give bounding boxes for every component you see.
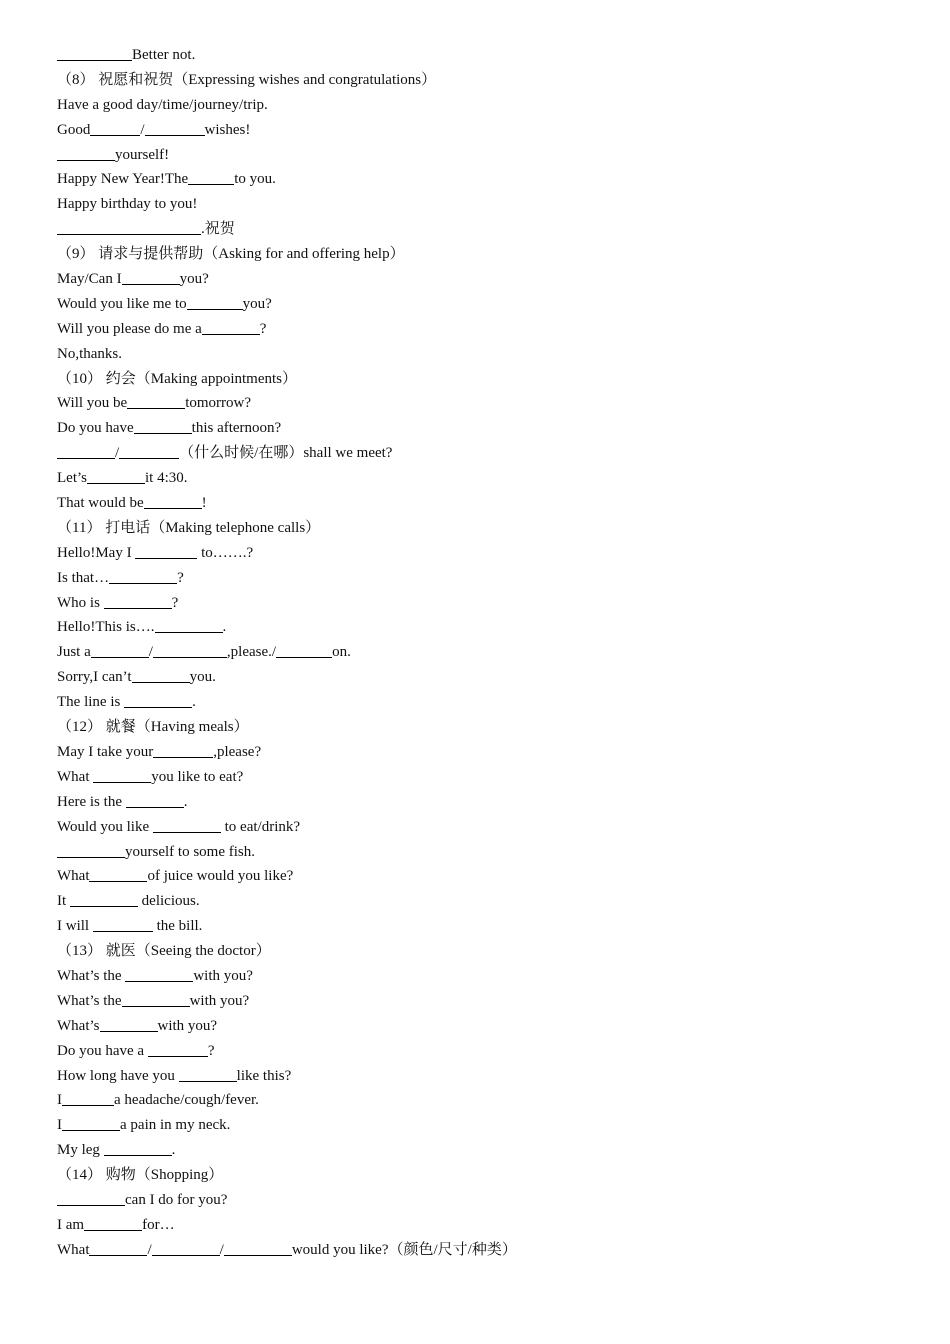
worksheet-line	[57, 541, 930, 566]
line-text: May/Can I	[57, 271, 122, 288]
worksheet-line	[57, 1238, 930, 1263]
worksheet-line	[57, 615, 930, 640]
worksheet-line	[57, 267, 930, 292]
worksheet-line	[57, 292, 930, 317]
line-text: Is that…	[57, 569, 110, 586]
line-text: Just a	[57, 644, 91, 661]
fill-in-blank	[91, 641, 149, 658]
line-text: May I take your	[57, 743, 154, 760]
line-text: !	[201, 495, 207, 512]
line-text: （11） 打电话（Making telephone calls）	[57, 519, 321, 536]
line-text: the bill.	[152, 918, 203, 935]
worksheet-line	[57, 640, 930, 665]
fill-in-blank	[100, 1015, 158, 1032]
line-text: Hello!May I	[57, 544, 136, 561]
fill-in-blank	[122, 268, 180, 285]
line-text: ?	[171, 594, 179, 611]
fill-in-blank	[148, 1040, 208, 1057]
line-text: How long have you	[57, 1067, 179, 1084]
line-text: What’s the	[57, 967, 126, 984]
line-text: yourself!	[115, 146, 170, 163]
worksheet-line	[57, 790, 930, 815]
line-text: you?	[242, 295, 272, 312]
fill-in-blank	[62, 1114, 120, 1131]
worksheet-line	[57, 167, 930, 192]
fill-in-blank	[84, 1214, 142, 1231]
line-text: to you.	[234, 171, 276, 188]
line-text: Happy New Year!The	[57, 171, 189, 188]
worksheet-line	[57, 889, 930, 914]
worksheet-line	[57, 765, 930, 790]
fill-in-blank	[89, 1239, 147, 1256]
line-text: it 4:30.	[145, 470, 188, 487]
line-text: （12） 就餐（Having meals）	[57, 719, 249, 736]
line-text: you like to eat?	[151, 768, 244, 785]
line-text: Will you please do me a	[57, 320, 202, 337]
line-text: ?	[207, 1042, 215, 1059]
line-text: /	[115, 445, 120, 462]
fill-in-blank	[62, 1089, 114, 1106]
line-text: Hello!This is….	[57, 619, 155, 636]
line-text: ?	[259, 320, 267, 337]
worksheet-line	[57, 491, 930, 516]
worksheet-line	[57, 118, 930, 143]
worksheet-line	[57, 342, 930, 367]
worksheet-line	[57, 441, 930, 466]
fill-in-blank	[135, 542, 197, 559]
line-text: to eat/drink?	[220, 818, 301, 835]
line-text: Have a good day/time/journey/trip.	[57, 96, 268, 113]
line-text: Will you be	[57, 395, 128, 412]
worksheet-line	[57, 1014, 930, 1039]
fill-in-blank	[93, 915, 153, 932]
line-text: with you?	[193, 967, 253, 984]
line-text: .	[171, 1142, 176, 1159]
line-text: .	[183, 793, 188, 810]
fill-in-blank	[57, 44, 132, 61]
fill-in-blank	[145, 119, 205, 136]
fill-in-blank	[134, 417, 192, 434]
line-text: Sorry,I can’t	[57, 669, 132, 686]
line-text: can I do for you?	[125, 1191, 228, 1208]
line-text: Here is the	[57, 793, 126, 810]
fill-in-blank	[57, 841, 125, 858]
line-text: ?	[177, 569, 184, 586]
line-text: I	[57, 1117, 62, 1134]
line-text: What’s	[57, 1017, 100, 1034]
line-text: wishes!	[204, 121, 251, 138]
fill-in-blank	[179, 1065, 237, 1082]
fill-in-blank	[202, 318, 260, 335]
fill-in-blank	[124, 691, 192, 708]
line-text: The line is	[57, 694, 125, 711]
worksheet-line	[57, 143, 930, 168]
fill-in-blank	[127, 392, 185, 409]
line-text: this afternoon?	[191, 420, 282, 437]
worksheet-line	[57, 715, 930, 740]
line-text: tomorrow?	[185, 395, 252, 412]
line-text: /	[140, 121, 145, 138]
worksheet-line	[57, 68, 930, 93]
fill-in-blank	[57, 442, 115, 459]
line-text: What’s the	[57, 992, 122, 1009]
fill-in-blank	[70, 890, 138, 907]
fill-in-blank	[152, 1239, 220, 1256]
line-text: Good	[57, 121, 91, 138]
fill-in-blank	[104, 592, 172, 609]
worksheet-line	[57, 591, 930, 616]
line-text: （13） 就医（Seeing the doctor）	[57, 943, 271, 960]
worksheet-line	[57, 217, 930, 242]
line-text: That would be	[57, 495, 144, 512]
line-text: a pain in my neck.	[120, 1117, 231, 1134]
line-text: like this?	[236, 1067, 292, 1084]
worksheet-line	[57, 1188, 930, 1213]
line-text: Do you have a	[57, 1042, 148, 1059]
fill-in-blank	[153, 641, 227, 658]
line-text: .祝贺	[201, 221, 235, 238]
fill-in-blank	[57, 144, 115, 161]
fill-in-blank	[153, 816, 221, 833]
line-text: My leg	[57, 1142, 104, 1159]
worksheet-line	[57, 989, 930, 1014]
fill-in-blank	[188, 168, 234, 185]
fill-in-blank	[93, 766, 151, 783]
fill-in-blank	[276, 641, 332, 658]
worksheet-line	[57, 192, 930, 217]
line-text: you.	[189, 669, 216, 686]
line-text: What	[57, 1241, 90, 1258]
worksheet-line	[57, 43, 930, 68]
worksheet-line	[57, 416, 930, 441]
fill-in-blank	[109, 567, 177, 584]
line-text: I will	[57, 918, 93, 935]
worksheet-line	[57, 840, 930, 865]
line-text: ,please?	[213, 743, 262, 760]
line-text: Do you have	[57, 420, 134, 437]
worksheet-line	[57, 242, 930, 267]
fill-in-blank	[187, 293, 243, 310]
line-text: on.	[332, 644, 351, 661]
line-text: ,please./	[226, 644, 277, 661]
fill-in-blank	[89, 865, 147, 882]
worksheet-line	[57, 466, 930, 491]
line-text: （8） 祝愿和祝贺（Expressing wishes and congratulations）	[57, 71, 437, 88]
fill-in-blank	[122, 990, 190, 1007]
fill-in-blank	[57, 218, 201, 235]
worksheet-line	[57, 1088, 930, 1113]
fill-in-blank	[87, 467, 145, 484]
line-text: with you?	[189, 992, 250, 1009]
line-text: of juice would you like?	[147, 868, 294, 885]
fill-in-blank	[90, 119, 140, 136]
worksheet-line	[57, 1163, 930, 1188]
line-text: Better not.	[132, 47, 196, 63]
line-text: （14） 购物（Shopping）	[57, 1167, 224, 1184]
fill-in-blank	[57, 1189, 125, 1206]
fill-in-blank	[224, 1239, 292, 1256]
worksheet-line	[57, 391, 930, 416]
line-text: It	[57, 893, 70, 910]
worksheet-line	[57, 1039, 930, 1064]
fill-in-blank	[155, 616, 223, 633]
line-text: with you?	[157, 1017, 218, 1034]
fill-in-blank	[125, 965, 193, 982]
worksheet-line	[57, 1213, 930, 1238]
worksheet-line	[57, 516, 930, 541]
worksheet-line	[57, 1138, 930, 1163]
line-text: /	[147, 1241, 152, 1258]
line-text: What	[57, 768, 94, 785]
worksheet-line	[57, 317, 930, 342]
fill-in-blank	[153, 741, 213, 758]
worksheet-line	[57, 93, 930, 118]
worksheet-line	[57, 665, 930, 690]
line-text: Who is	[57, 594, 104, 611]
fill-in-blank	[144, 492, 202, 509]
line-text: Let’s	[57, 470, 87, 487]
line-text: （10） 约会（Making appointments）	[57, 370, 297, 387]
worksheet-line	[57, 914, 930, 939]
worksheet-line	[57, 1113, 930, 1138]
line-text: you?	[179, 271, 209, 288]
line-text: /	[148, 644, 153, 661]
worksheet-page	[57, 43, 930, 1263]
line-text: I	[57, 1092, 62, 1109]
line-text: （9） 请求与提供帮助（Asking for and offering help）	[57, 246, 405, 263]
worksheet-line	[57, 939, 930, 964]
fill-in-blank	[126, 791, 184, 808]
line-text: I am	[57, 1216, 85, 1233]
worksheet-line	[57, 964, 930, 989]
line-text: Would you like	[57, 818, 153, 835]
line-text: would you like?（颜色/尺寸/种类）	[291, 1241, 517, 1258]
worksheet-line	[57, 815, 930, 840]
line-text: Would you like me to	[57, 295, 187, 312]
fill-in-blank	[104, 1139, 172, 1156]
line-text: Happy birthday to you!	[57, 196, 198, 213]
worksheet-line	[57, 367, 930, 392]
line-text: for…	[142, 1216, 175, 1233]
worksheet-line	[57, 566, 930, 591]
worksheet-line	[57, 690, 930, 715]
line-text: delicious.	[137, 893, 200, 910]
line-text: a headache/cough/fever.	[114, 1092, 259, 1109]
worksheet-line	[57, 864, 930, 889]
line-text: .	[222, 619, 227, 636]
fill-in-blank	[119, 442, 179, 459]
line-text: .	[192, 694, 196, 711]
line-text: No,thanks.	[57, 345, 122, 362]
worksheet-line	[57, 1064, 930, 1089]
line-text: /	[219, 1241, 224, 1258]
line-text: （什么时候/在哪）shall we meet?	[179, 445, 393, 462]
worksheet-line	[57, 740, 930, 765]
fill-in-blank	[132, 666, 190, 683]
line-text: yourself to some fish.	[125, 843, 255, 860]
line-text: to…….?	[197, 544, 254, 561]
line-text: What	[57, 868, 90, 885]
